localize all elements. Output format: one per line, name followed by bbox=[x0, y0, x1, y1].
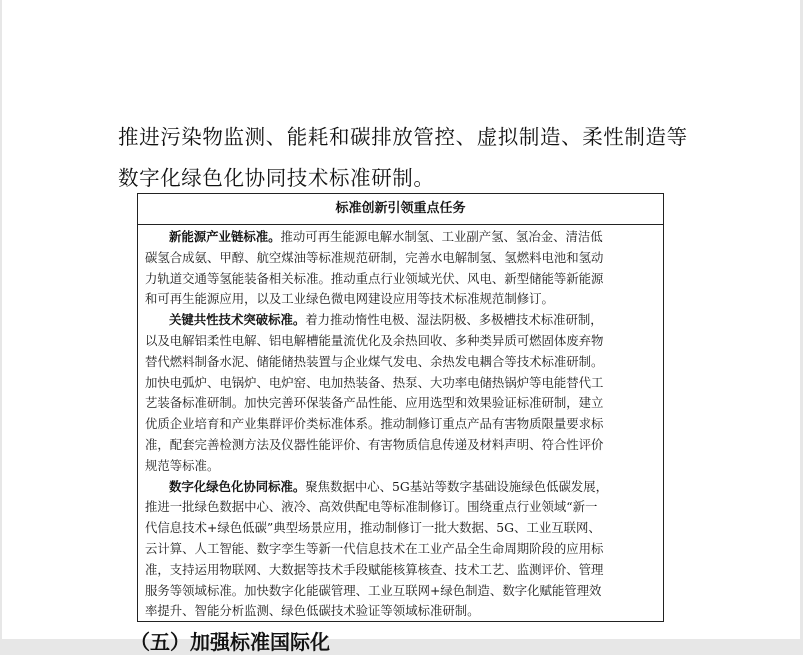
task-paragraph-key-technology bbox=[145, 310, 657, 476]
paragraph-line: 准，配套完善检测方法及仪器性能评价、有害物质信息传递及材料声明、符合性评价 bbox=[145, 436, 604, 452]
box-body bbox=[138, 225, 663, 622]
paragraph-line: 以及电解铝柔性电解、铝电解槽能量流优化及余热回收、多种类异质可燃固体废弃物 bbox=[145, 332, 604, 348]
paragraph-line: 力轨道交通等氢能装备相关标准。推动重点行业领域光伏、风电、新型储能等新能源 bbox=[145, 270, 604, 286]
paragraph-text: 聚焦数据中心、5G基站等数字基础设施绿色低碳发展， bbox=[305, 478, 609, 494]
paragraph-text: 推动可再生能源电解水制氢、工业副产氢、氢冶金、清洁低 bbox=[280, 229, 603, 244]
next-section-heading: （五）加强标准国际化 bbox=[130, 630, 330, 654]
paragraph-line: 准，支持运用物联网、大数据等技术手段赋能核算核查、技术工艺、监测评价、管理 bbox=[145, 561, 604, 577]
paragraph-lead: 关键共性技术突破标准。 bbox=[169, 312, 306, 328]
paragraph-line: 艺装备标准研制。加快完善环保装备产品性能、应用选型和效果验证标准研制，建立 bbox=[145, 395, 604, 411]
paragraph-line: 替代燃料制备水泥、储能储热装置与企业煤气发电、余热发电耦合等技术标准研制。 bbox=[145, 353, 604, 369]
paragraph-line: 服务等领域标准。加快数字化能碳管理、工业互联网+绿色制造、数字化赋能管理效 bbox=[145, 582, 602, 598]
intro-line: 推进污染物监测、能耗和碳排放管控、虚拟制造、柔性制造等 bbox=[118, 125, 688, 149]
paragraph-first-line bbox=[145, 227, 657, 248]
paragraph-line: 和可再生能源应用，以及工业绿色微电网建设应用等技术标准规范制修订。 bbox=[145, 291, 554, 307]
paragraph-line: 碳氢合成氨、甲醇、航空煤油等标准规范研制，完善水电解制氢、氢燃料电池和氢动 bbox=[145, 249, 604, 265]
paragraph-lead: 新能源产业链标准。 bbox=[169, 229, 281, 244]
paragraph-line: 代信息技术+绿色低碳”典型场景应用，推动制修订一批大数据、5G、工业互联网、 bbox=[145, 520, 601, 536]
intro-line: 数字化绿色化协同技术标准研制。 bbox=[118, 166, 435, 190]
task-paragraph-digital-green bbox=[145, 477, 657, 623]
task-paragraph-new-energy bbox=[145, 227, 657, 310]
paragraph-line: 加快电弧炉、电锅炉、电炉窑、电加热装备、热泵、大功率电储热锅炉等电能替代工 bbox=[145, 374, 604, 390]
key-tasks-box bbox=[137, 193, 664, 622]
paragraph-line: 推进一批绿色数据中心、液冷、高效供配电等标准制修订。围绕重点行业领域“新一 bbox=[145, 499, 598, 515]
paragraph-lead: 数字化绿色化协同标准。 bbox=[169, 478, 306, 494]
paragraph-first-line bbox=[145, 310, 657, 331]
paragraph-text: 着力推动惰性电极、湿法阴极、多极槽技术标准研制， bbox=[305, 312, 603, 328]
paragraph-line: 云计算、人工智能、数字孪生等新一代信息技术在工业产品全生命周期阶段的应用标 bbox=[145, 540, 604, 556]
box-title: 标准创新引领重点任务 bbox=[138, 194, 663, 225]
paragraph-line: 规范等标准。 bbox=[145, 457, 220, 473]
paragraph-line: 率提升、智能分析监测、绿色低碳技术验证等领域标准研制。 bbox=[145, 603, 480, 619]
paragraph-line: 优质企业培育和产业集群评价类标准体系。推动制修订重点产品有害物质限量要求标 bbox=[145, 416, 604, 432]
paragraph-first-line bbox=[145, 477, 657, 498]
intro-paragraph bbox=[118, 117, 698, 199]
document-page bbox=[2, 0, 800, 654]
